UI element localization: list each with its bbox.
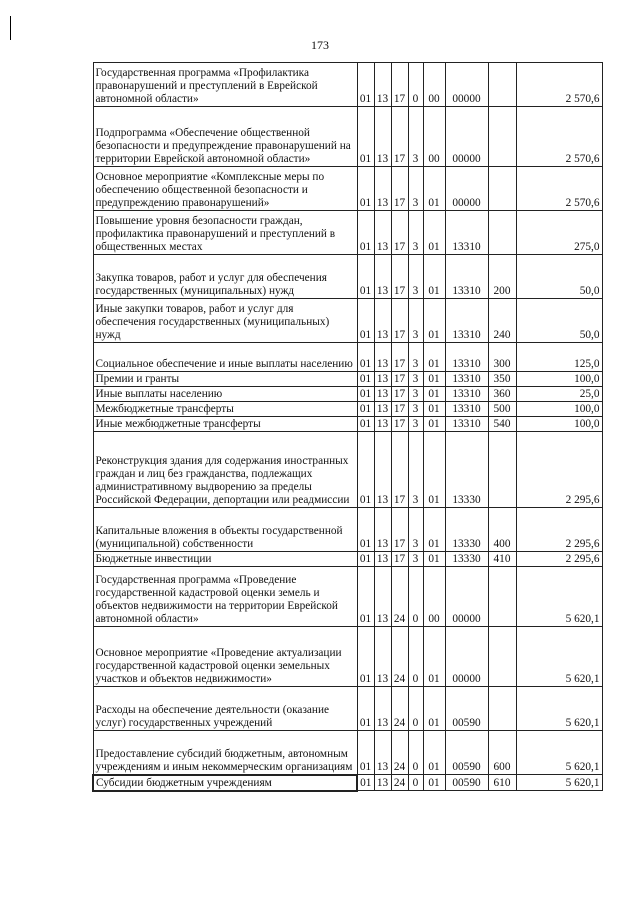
subsection-code: 13: [374, 552, 391, 567]
subprogram-code: 3: [408, 402, 423, 417]
expense-type-code: [488, 432, 516, 508]
table-row: [93, 552, 602, 567]
subsection-code: 13: [374, 167, 391, 211]
section-code: 01: [357, 508, 374, 552]
section-code: 01: [357, 417, 374, 432]
amount: 100,0: [516, 372, 602, 387]
activity-code: 01: [423, 775, 445, 791]
activity-code: 01: [423, 687, 445, 731]
subprogram-code: 3: [408, 508, 423, 552]
amount: 50,0: [516, 299, 602, 343]
budget-table: [92, 62, 603, 792]
subprogram-code: 0: [408, 687, 423, 731]
subsection-code: 13: [374, 627, 391, 687]
section-code: 01: [357, 402, 374, 417]
table-row: [93, 417, 602, 432]
section-code: 01: [357, 167, 374, 211]
section-code: 01: [357, 299, 374, 343]
direction-code: 13310: [445, 402, 488, 417]
row-name: Межбюджетные трансферты: [93, 402, 357, 417]
direction-code: 00590: [445, 775, 488, 791]
direction-code: 00590: [445, 687, 488, 731]
activity-code: 01: [423, 417, 445, 432]
row-name: Государственная программа «Проведение государственной кадастровой оценки земель и объектов недвижимости на территории Еврейской автономной области»: [93, 567, 357, 627]
section-code: 01: [357, 107, 374, 167]
row-name: Закупка товаров, работ и услуг для обеспечения государственных (муниципальных) нужд: [93, 255, 357, 299]
expense-type-code: 500: [488, 402, 516, 417]
amount: 2 295,6: [516, 432, 602, 508]
expense-type-code: 240: [488, 299, 516, 343]
program-code: 17: [391, 343, 408, 372]
subsection-code: 13: [374, 775, 391, 791]
subprogram-code: 3: [408, 417, 423, 432]
program-code: 17: [391, 167, 408, 211]
activity-code: 01: [423, 372, 445, 387]
section-code: 01: [357, 343, 374, 372]
program-code: 17: [391, 417, 408, 432]
section-code: 01: [357, 387, 374, 402]
section-code: 01: [357, 567, 374, 627]
amount: 5 620,1: [516, 567, 602, 627]
direction-code: 13310: [445, 343, 488, 372]
activity-code: 01: [423, 731, 445, 775]
amount: 5 620,1: [516, 627, 602, 687]
program-code: 24: [391, 731, 408, 775]
table-row: [93, 211, 602, 255]
subsection-code: 13: [374, 417, 391, 432]
table-row: [93, 299, 602, 343]
row-name: Предоставление субсидий бюджетным, автономным учреждениям и иным некоммерческим организациям: [93, 731, 357, 775]
activity-code: 01: [423, 343, 445, 372]
subprogram-code: 0: [408, 731, 423, 775]
row-name: Подпрограмма «Обеспечение общественной безопасности и предупреждение правонарушений на территории Еврейской автономной области»: [93, 107, 357, 167]
direction-code: 13330: [445, 508, 488, 552]
row-name: Бюджетные инвестиции: [93, 552, 357, 567]
direction-code: 13310: [445, 372, 488, 387]
amount: 50,0: [516, 255, 602, 299]
subsection-code: 13: [374, 402, 391, 417]
expense-type-code: [488, 107, 516, 167]
program-code: 17: [391, 432, 408, 508]
direction-code: 13310: [445, 211, 488, 255]
subprogram-code: 3: [408, 552, 423, 567]
subsection-code: 13: [374, 687, 391, 731]
subsection-code: 13: [374, 387, 391, 402]
activity-code: 01: [423, 508, 445, 552]
direction-code: 00590: [445, 731, 488, 775]
direction-code: 00000: [445, 567, 488, 627]
row-name: Иные межбюджетные трансферты: [93, 417, 357, 432]
activity-code: 00: [423, 63, 445, 107]
section-code: 01: [357, 63, 374, 107]
row-name: Расходы на обеспечение деятельности (оказание услуг) государственных учреждений: [93, 687, 357, 731]
row-name: Социальное обеспечение и иные выплаты населению: [93, 343, 357, 372]
amount: 125,0: [516, 343, 602, 372]
program-code: 17: [391, 552, 408, 567]
section-code: 01: [357, 211, 374, 255]
expense-type-code: [488, 627, 516, 687]
direction-code: 13330: [445, 432, 488, 508]
subprogram-code: 3: [408, 372, 423, 387]
table-row: [93, 343, 602, 372]
subsection-code: 13: [374, 343, 391, 372]
direction-code: 13310: [445, 299, 488, 343]
subprogram-code: 0: [408, 567, 423, 627]
subprogram-code: 3: [408, 432, 423, 508]
expense-type-code: 610: [488, 775, 516, 791]
row-name: Основное мероприятие «Комплексные меры по обеспечению общественной безопасности и предупреждению правонарушений»: [93, 167, 357, 211]
row-name: Иные закупки товаров, работ и услуг для обеспечения государственных (муниципальных) нужд: [93, 299, 357, 343]
direction-code: 13330: [445, 552, 488, 567]
expense-type-code: [488, 567, 516, 627]
direction-code: 13310: [445, 255, 488, 299]
subprogram-code: 3: [408, 299, 423, 343]
amount: 275,0: [516, 211, 602, 255]
activity-code: 00: [423, 107, 445, 167]
amount: 25,0: [516, 387, 602, 402]
amount: 5 620,1: [516, 687, 602, 731]
table-row: [93, 775, 602, 791]
row-name: Субсидии бюджетным учреждениям: [93, 775, 357, 791]
subprogram-code: 0: [408, 775, 423, 791]
section-code: 01: [357, 432, 374, 508]
margin-line: [10, 16, 11, 40]
table-row: [93, 107, 602, 167]
amount: 2 295,6: [516, 508, 602, 552]
row-name: Повышение уровня безопасности граждан, профилактика правонарушений и преступлений в общественных местах: [93, 211, 357, 255]
subprogram-code: 3: [408, 255, 423, 299]
section-code: 01: [357, 372, 374, 387]
amount: 5 620,1: [516, 775, 602, 791]
subprogram-code: 0: [408, 627, 423, 687]
direction-code: 13310: [445, 417, 488, 432]
expense-type-code: [488, 167, 516, 211]
expense-type-code: [488, 687, 516, 731]
expense-type-code: 300: [488, 343, 516, 372]
table-row: [93, 731, 602, 775]
subsection-code: 13: [374, 567, 391, 627]
table-row: [93, 63, 602, 107]
direction-code: 00000: [445, 167, 488, 211]
row-name: Премии и гранты: [93, 372, 357, 387]
subsection-code: 13: [374, 255, 391, 299]
activity-code: 01: [423, 255, 445, 299]
table-row: [93, 167, 602, 211]
activity-code: 01: [423, 627, 445, 687]
amount: 100,0: [516, 402, 602, 417]
expense-type-code: 350: [488, 372, 516, 387]
table-row: [93, 508, 602, 552]
section-code: 01: [357, 687, 374, 731]
row-name: Капитальные вложения в объекты государственной (муниципальной) собственности: [93, 508, 357, 552]
subprogram-code: 3: [408, 387, 423, 402]
direction-code: 13310: [445, 387, 488, 402]
subsection-code: 13: [374, 508, 391, 552]
subprogram-code: 3: [408, 211, 423, 255]
table-row: [93, 687, 602, 731]
expense-type-code: 360: [488, 387, 516, 402]
expense-type-code: 200: [488, 255, 516, 299]
subsection-code: 13: [374, 731, 391, 775]
table-row: [93, 387, 602, 402]
activity-code: 01: [423, 402, 445, 417]
expense-type-code: 540: [488, 417, 516, 432]
program-code: 17: [391, 387, 408, 402]
subsection-code: 13: [374, 211, 391, 255]
expense-type-code: 600: [488, 731, 516, 775]
section-code: 01: [357, 775, 374, 791]
subprogram-code: 3: [408, 107, 423, 167]
subsection-code: 13: [374, 63, 391, 107]
row-name: Реконструкция здания для содержания иностранных граждан и лиц без гражданства, подлежащих административному выдворению за пределы Российской Федерации, депортации или реадмиссии: [93, 432, 357, 508]
expense-type-code: [488, 211, 516, 255]
program-code: 17: [391, 372, 408, 387]
amount: 2 570,6: [516, 167, 602, 211]
activity-code: 01: [423, 552, 445, 567]
row-name: Государственная программа «Профилактика правонарушений и преступлений в Еврейской автономной области»: [93, 63, 357, 107]
activity-code: 01: [423, 432, 445, 508]
subsection-code: 13: [374, 432, 391, 508]
table-row: [93, 567, 602, 627]
activity-code: 01: [423, 211, 445, 255]
activity-code: 00: [423, 567, 445, 627]
program-code: 17: [391, 211, 408, 255]
table-row: [93, 255, 602, 299]
expense-type-code: [488, 63, 516, 107]
amount: 100,0: [516, 417, 602, 432]
row-name: Основное мероприятие «Проведение актуализации государственной кадастровой оценки земельных участков и объектов недвижимости»: [93, 627, 357, 687]
program-code: 24: [391, 567, 408, 627]
section-code: 01: [357, 255, 374, 299]
table-row: [93, 372, 602, 387]
expense-type-code: 410: [488, 552, 516, 567]
program-code: 17: [391, 107, 408, 167]
program-code: 24: [391, 775, 408, 791]
activity-code: 01: [423, 299, 445, 343]
section-code: 01: [357, 627, 374, 687]
activity-code: 01: [423, 167, 445, 211]
amount: 2 295,6: [516, 552, 602, 567]
row-name: Иные выплаты населению: [93, 387, 357, 402]
program-code: 17: [391, 299, 408, 343]
direction-code: 00000: [445, 627, 488, 687]
program-code: 24: [391, 687, 408, 731]
direction-code: 00000: [445, 107, 488, 167]
page-number: 173: [311, 38, 329, 52]
program-code: 17: [391, 255, 408, 299]
amount: 2 570,6: [516, 63, 602, 107]
subprogram-code: 0: [408, 63, 423, 107]
table-row: [93, 627, 602, 687]
subsection-code: 13: [374, 299, 391, 343]
subsection-code: 13: [374, 372, 391, 387]
table-body: [93, 63, 602, 791]
subprogram-code: 3: [408, 167, 423, 211]
program-code: 17: [391, 63, 408, 107]
amount: 5 620,1: [516, 731, 602, 775]
program-code: 24: [391, 627, 408, 687]
section-code: 01: [357, 731, 374, 775]
amount: 2 570,6: [516, 107, 602, 167]
subsection-code: 13: [374, 107, 391, 167]
program-code: 17: [391, 508, 408, 552]
expense-type-code: 400: [488, 508, 516, 552]
program-code: 17: [391, 402, 408, 417]
table-row: [93, 402, 602, 417]
direction-code: 00000: [445, 63, 488, 107]
section-code: 01: [357, 552, 374, 567]
table-row: [93, 432, 602, 508]
activity-code: 01: [423, 387, 445, 402]
subprogram-code: 3: [408, 343, 423, 372]
